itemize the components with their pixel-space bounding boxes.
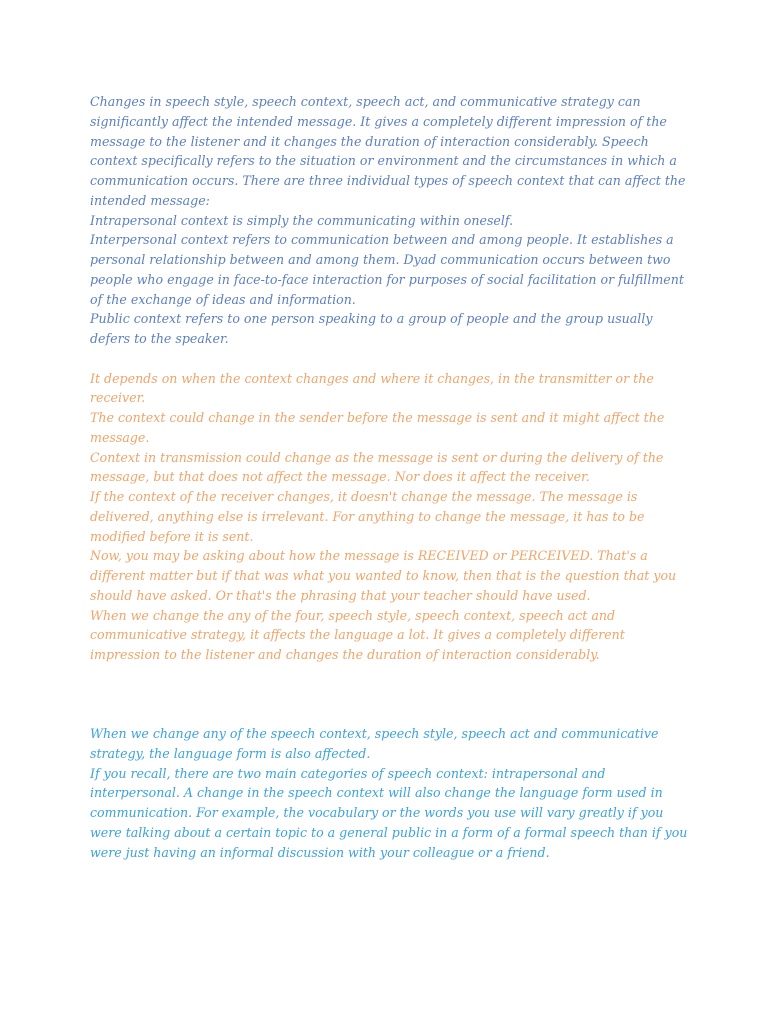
section-language-form	[90, 724, 690, 862]
paragraph: The context could change in the sender before the message is sent and it might affect the message.	[90, 410, 665, 445]
paragraph: When we change the any of the four, speech style, speech context, speech act and communicative strategy, it affects the language a lot. It gives a completely different impression to the listener and changes the duration of interaction considerably.	[90, 607, 625, 662]
document-page	[90, 92, 690, 862]
paragraph: If you recall, there are two main categories of speech context: intrapersonal and interpersonal. A change in the speech context will also change the language form used in communication. For example, the vocabulary or the words you use will vary greatly if you were talking about a certain topic to a general public in a form of a formal speech than if you were just having an informal discussion with your colleague or a friend.	[90, 765, 688, 860]
paragraph: Interpersonal context refers to communication between and among people. It establishes a personal relationship between and among them. Dyad communication occurs between two people who engage in face-to-face interaction for purposes of social facilitation or fulfillment of the exchange of ideas and information.	[90, 232, 684, 307]
paragraph: It depends on when the context changes and where it changes, in the transmitter or the receiver.	[90, 370, 654, 406]
paragraph: If the context of the receiver changes, it doesn't change the message. The message is delivered, anything else is irrelevant. For anything to change the message, it has to be modified before it is sent.	[90, 489, 645, 544]
section-speech-context	[90, 92, 690, 349]
paragraph: When we change any of the speech context, speech style, speech act and communicative strategy, the language form is also affected.	[90, 726, 659, 761]
section-context-changes	[90, 369, 690, 665]
paragraph: Changes in speech style, speech context, speech act, and communicative strategy can significantly affect the intended message. It gives a completely different impression of the message to the listener and it changes the duration of interaction considerably. Speech context specifically refers to the situation or environment and the circumstances in which a communication occurs. There are three individual types of speech context that can affect the intended message:	[90, 94, 686, 208]
paragraph: Intrapersonal context is simply the communicating within oneself.	[90, 212, 514, 228]
paragraph: Context in transmission could change as the message is sent or during the delivery of the message, but that does not affect the message. Nor does it affect the receiver.	[90, 449, 664, 485]
paragraph: Public context refers to one person speaking to a group of people and the group usually defers to the speaker.	[90, 311, 653, 346]
paragraph: Now, you may be asking about how the message is RECEIVED or PERCEIVED. That's a different matter but if that was what you wanted to know, then that is the question that you should have asked. Or that's the phrasing that your teacher should have used.	[90, 548, 677, 603]
